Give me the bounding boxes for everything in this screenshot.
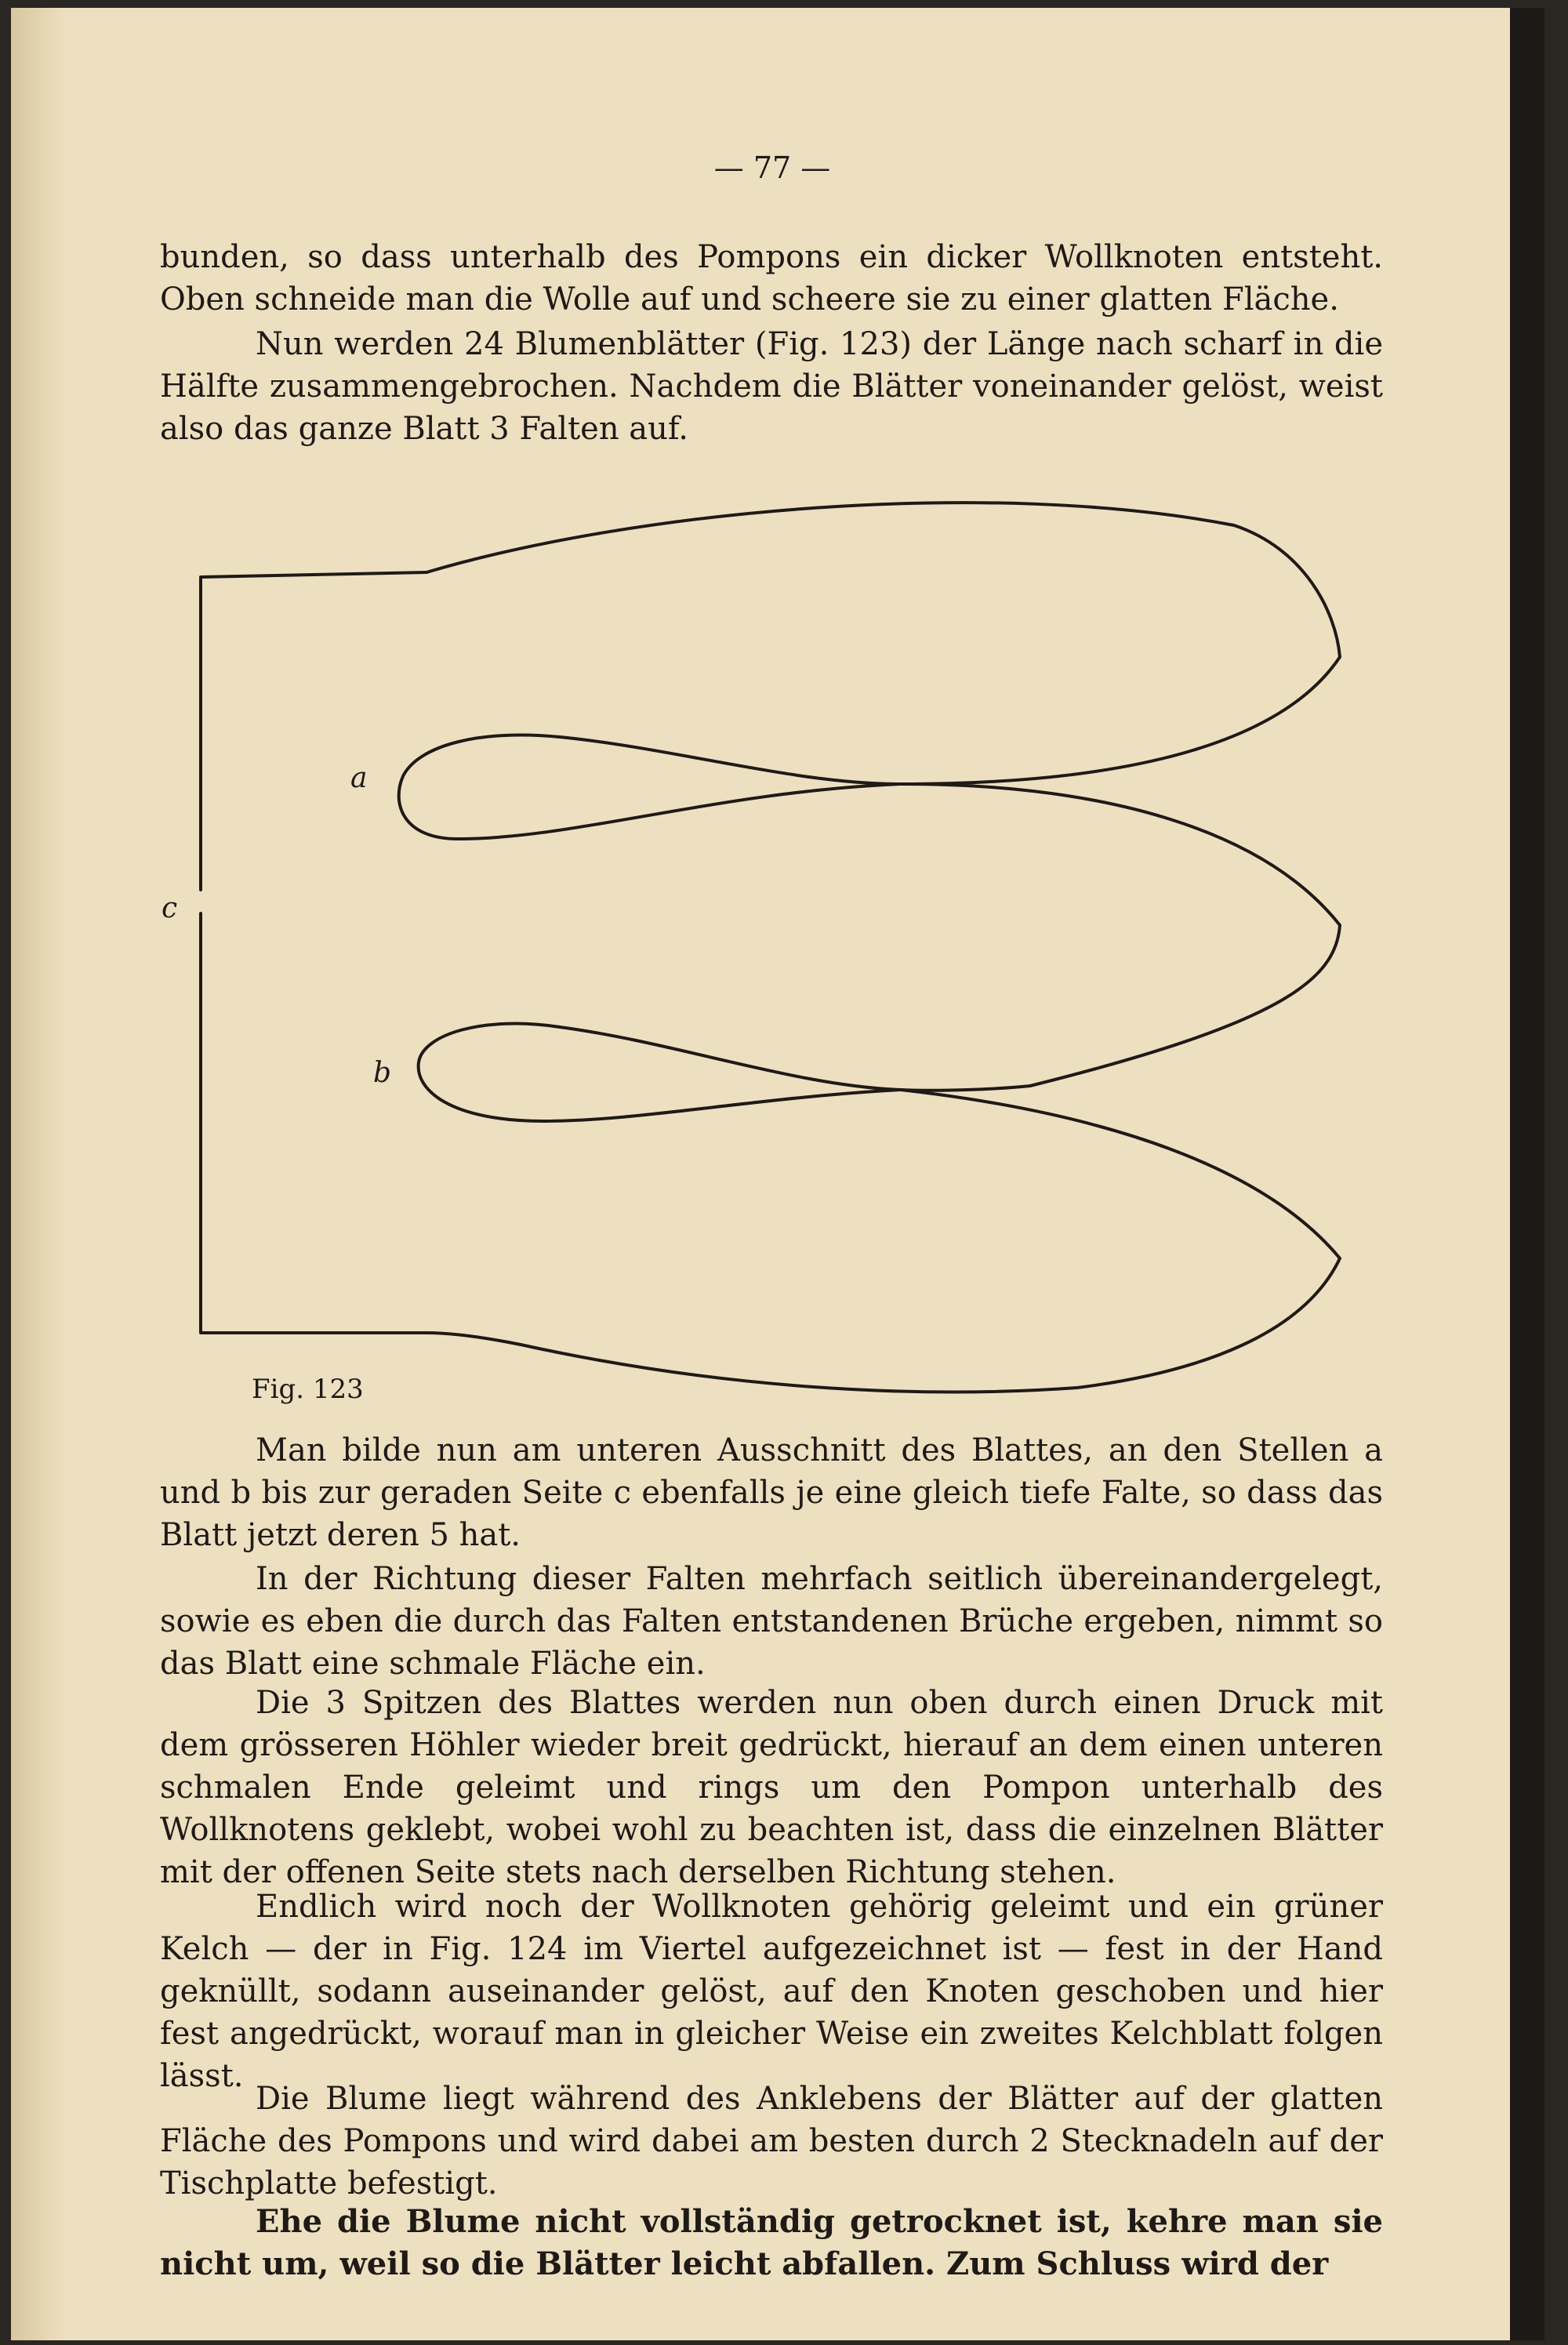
paragraph-3: Man bilde nun am unteren Ausschnitt des Blattes, an den Stellen a und b bis zur geraden Seite c ebenfalls je eine gleich tiefe Falte, so dass das Blatt jetzt deren 5 hat.: [160, 1432, 1383, 1553]
middle-petal-outline: [901, 784, 1340, 1091]
edge-label-c: c: [162, 892, 178, 924]
lower-petal-outline: [426, 1090, 1340, 1392]
paragraph-2: Nun werden 24 Blumenblätter (Fig. 123) der Länge nach scharf in die Hälfte zusammengebrochen. Nachdem die Blätter voneinander gelöst, weist also das ganze Blatt 3 Falten auf.: [160, 326, 1383, 447]
top-petal-outline: [426, 503, 1340, 784]
fold-b-loop: [419, 1024, 901, 1121]
book-page: [11, 8, 1534, 2340]
straight-edge-c-upper: [201, 572, 426, 890]
figure-caption: Fig. 123: [252, 1374, 364, 1405]
paragraph-1: bunden, so dass unterhalb des Pompons ein dicker Wollknoten entsteht. Oben schneide man die Wolle auf und scheere sie zu einer glatten Fläche.: [160, 239, 1383, 318]
paragraph-6: Endlich wird noch der Wollknoten gehörig geleimt und ein grüner Kelch — der in Fig. 124 im Viertel aufgezeichnet ist — fest in der Hand geknüllt, sodann auseinander gelöst, auf den Knoten geschoben und hier fest angedrückt, worauf man in gleicher Weise ein zweites Kelchblatt folgen lässt.: [160, 1889, 1383, 2094]
paragraph-5: Die 3 Spitzen des Blattes werden nun oben durch einen Druck mit dem grösseren Höhler wieder breit gedrückt, hierauf an dem einen unteren schmalen Ende geleimt und rings um den Pompon unterhalb des Wollknotens geklebt, wobei wohl zu beachten ist, dass die einzelnen Blätter mit der offenen Seite stets nach derselben Richtung stehen.: [160, 1685, 1383, 1890]
page-number: — 77 —: [713, 151, 831, 185]
fold-label-a: a: [350, 762, 368, 794]
paragraph-4: In der Richtung dieser Falten mehrfach seitlich übereinandergelegt, sowie es eben die durch das Falten entstandenen Brüche ergeben, nimmt so das Blatt eine schmale Fläche ein.: [160, 1561, 1383, 1682]
fold-label-b: b: [373, 1057, 392, 1089]
figure-123-petal-diagram: [11, 8, 1534, 1419]
straight-edge-c: [201, 913, 426, 1333]
paragraph-7: Die Blume liegt während des Anklebens der Blätter auf der glatten Fläche des Pompons und wird dabei am besten durch 2 Stecknadeln auf der Tischplatte befestigt.: [160, 2081, 1383, 2202]
fold-a-loop: [399, 735, 901, 839]
paragraph-8: Ehe die Blume nicht vollständig getrocknet ist, kehre man sie nicht um, weil so die Blätter leicht abfallen. Zum Schluss wird der: [160, 2203, 1383, 2282]
